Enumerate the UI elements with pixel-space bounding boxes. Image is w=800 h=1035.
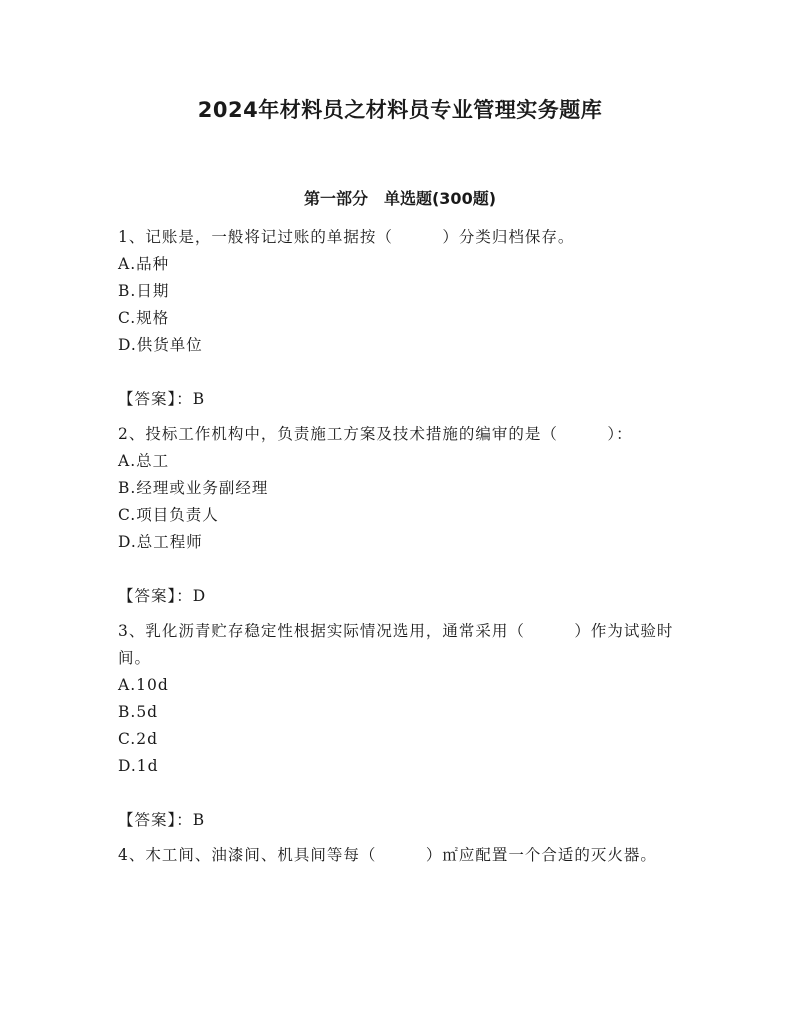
question-2 bbox=[118, 421, 680, 610]
option-a: A.总工 bbox=[118, 452, 170, 470]
answer-line: 【答案】：B bbox=[118, 811, 206, 829]
option-a: A.10d bbox=[118, 676, 169, 694]
question-stem: 4、木工间、油漆间、机具间等每（ ）㎡应配置一个合适的灭火器。 bbox=[118, 846, 657, 864]
option-c: C.规格 bbox=[118, 309, 170, 327]
question-1 bbox=[118, 224, 680, 413]
option-d: D.1d bbox=[118, 757, 159, 775]
answer-line: 【答案】：D bbox=[118, 587, 207, 605]
document-title: 2024年材料员之材料员专业管理实务题库 bbox=[197, 98, 603, 122]
option-b: B.经理或业务副经理 bbox=[118, 479, 269, 497]
question-4 bbox=[118, 842, 680, 869]
question-stem: 3、乳化沥青贮存稳定性根据实际情况选用，通常采用（ ）作为试验时间。 bbox=[118, 622, 674, 667]
option-c: C.项目负责人 bbox=[118, 506, 219, 524]
option-a: A.品种 bbox=[118, 255, 170, 273]
question-3 bbox=[118, 618, 680, 834]
question-stem: 1、记账是，一般将记过账的单据按（ ）分类归档保存。 bbox=[118, 228, 575, 246]
option-b: B.5d bbox=[118, 703, 159, 721]
question-stem: 2、投标工作机构中，负责施工方案及技术措施的编审的是（ ）： bbox=[118, 425, 633, 443]
option-d: D.总工程师 bbox=[118, 533, 203, 551]
question-list bbox=[118, 224, 680, 869]
option-c: C.2d bbox=[118, 730, 159, 748]
option-d: D.供货单位 bbox=[118, 336, 203, 354]
answer-line: 【答案】：B bbox=[118, 390, 206, 408]
section-title: 第一部分 单选题(300题) bbox=[303, 189, 497, 208]
option-b: B.日期 bbox=[118, 282, 170, 300]
